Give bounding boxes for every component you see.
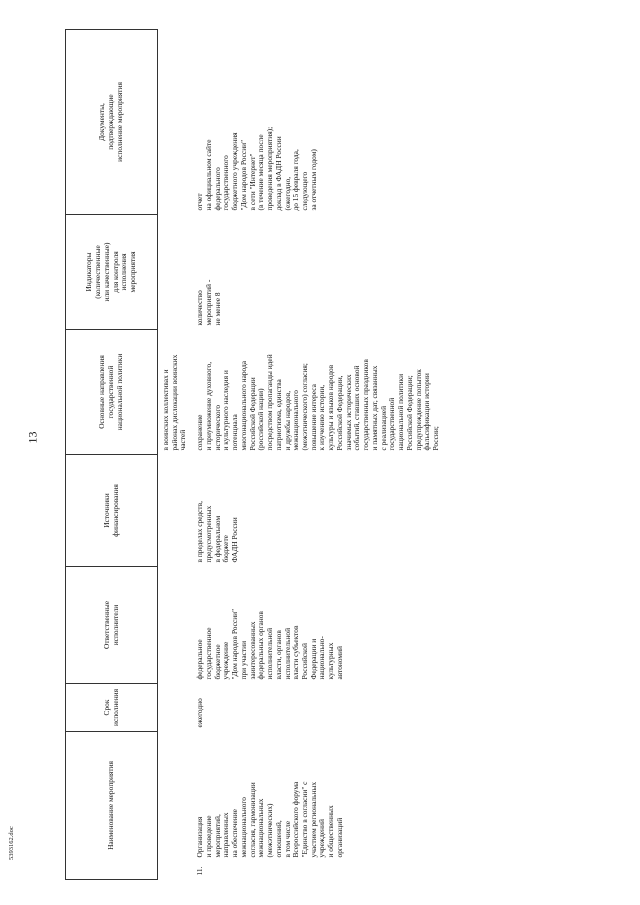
item-indicators: количество мероприятий - не менее 8 xyxy=(195,279,222,326)
item-number: 11. xyxy=(195,866,205,876)
measures-table xyxy=(65,29,441,880)
item-deadline: ежегодно xyxy=(195,698,205,728)
item-directions: сохранение и приумножение духовного, исторического и культурного наследия и потенциала многонационального народа Российской Федерации (российской нации) посредством пропаганды идей патриотизма, единства и дружбы народов, межнационального (межэтнического) согласия; повышение интереса к изучению истории, культуры и языков народов Российской Федерации, значимых исторических событий, ставших основой государственных праздников и памятных дат, связанных с реализацией государственной национальной политики Российской Федерации; предупреждение попыток фальсификации истории России; xyxy=(195,354,441,451)
header-name: Наименование мероприятия xyxy=(66,732,158,880)
table-row xyxy=(196,30,441,880)
item-name-cell xyxy=(196,732,441,880)
header-documents: Документы, подтверждающие исполнение мероприятия xyxy=(66,30,158,215)
header-row xyxy=(66,30,158,880)
header-deadline: Срок исполнения xyxy=(66,684,158,732)
item-funding: в пределах средств, предусмотренных в федеральном бюджете ФАДН России xyxy=(195,501,240,563)
header-executors: Ответственные исполнители xyxy=(66,567,158,684)
continuation-directions: в воинских коллективах и районах дислокации воинских частей xyxy=(161,354,188,451)
item-documents: отчет на официальном сайте федерального государственного бюджетного учреждения "Дом народов России" в сети "Интернет" (в течение месяца после проведения мероприятия); доклад в ФАДН России (ежегодно, до 15 февраля года, следующего за отчетным годом) xyxy=(195,126,318,211)
rotated-page-content xyxy=(65,30,630,880)
page-number: 13 xyxy=(25,431,40,444)
item-executors: федеральное государственное бюджетное учреждение "Дом народов России" при участии заинтересованных федеральных органов исполнительной власти, органов исполнительной власти субъектов Российской Федерации и национально- культурных автономий xyxy=(195,608,344,680)
continuation-row xyxy=(158,30,197,880)
header-funding: Источники финансирования xyxy=(66,455,158,567)
header-directions: Основные направления государственной национальной политики xyxy=(66,330,158,455)
header-indicators: Индикаторы (количественные или качественные) для контроля исполнения мероприятия xyxy=(66,215,158,330)
item-name: Организация и проведение мероприятий, направленных на обеспечение межнационального согласия, гармонизации межнациональных (межэтнических) отношений, в том числе Всероссийского форума "Единство в согласии" с участием региональных учреждений и общественных организаций xyxy=(195,781,344,858)
file-label: 5393162.doc xyxy=(8,826,15,860)
